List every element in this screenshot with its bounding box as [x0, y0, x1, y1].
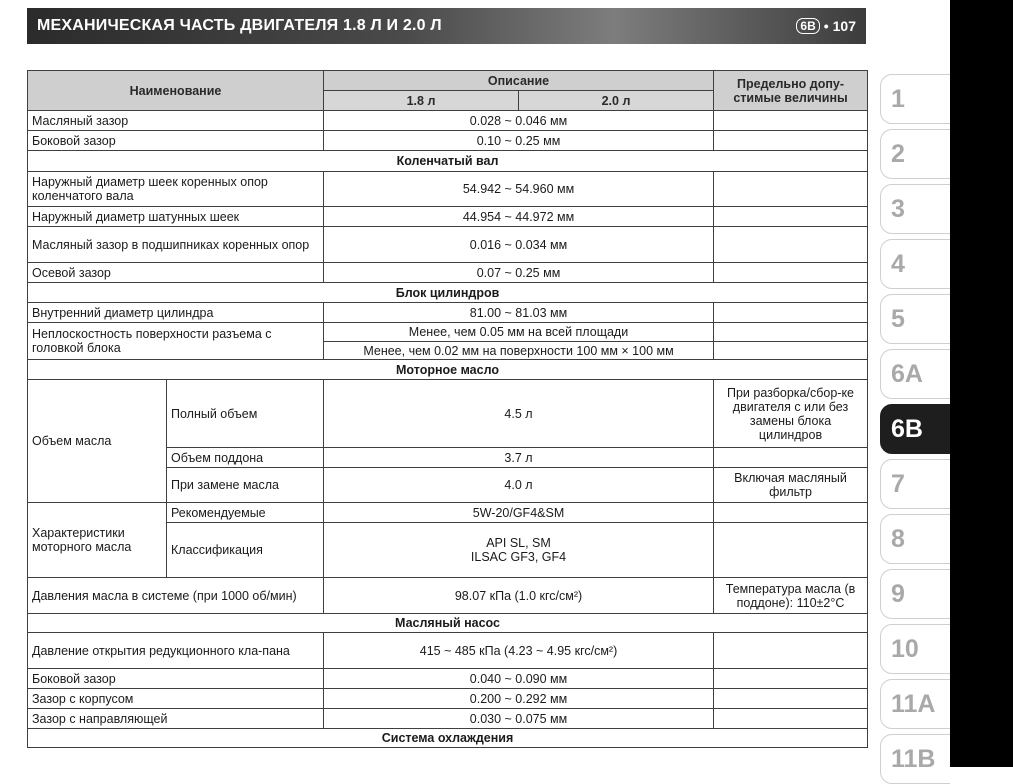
section-crankshaft: Коленчатый вал: [28, 151, 868, 172]
chapter-tab-active[interactable]: 6B: [880, 404, 950, 454]
chapter-tab[interactable]: 7: [880, 459, 950, 509]
header-name: Наименование: [28, 71, 324, 111]
table-row: Менее, чем 0.02 мм на поверхности 100 мм × 100 мм: [28, 342, 868, 360]
page-title: МЕХАНИЧЕСКАЯ ЧАСТЬ ДВИГАТЕЛЯ 1.8 Л И 2.0 Л: [37, 17, 442, 34]
page-header: [27, 8, 866, 44]
table-row: Боковой зазор 0.10 ~ 0.25 мм: [28, 131, 868, 151]
table-row: Характеристики моторного масла Рекомендуемые 5W-20/GF4&SM: [28, 503, 868, 523]
spec-table: [27, 70, 868, 748]
section-pump: Масляный насос: [28, 614, 868, 633]
section-block: Блок цилиндров: [28, 283, 868, 303]
table-row: Объем поддона 3.7 л: [28, 448, 868, 468]
table-row: Масляный зазор 0.028 ~ 0.046 мм: [28, 111, 868, 131]
page-number: 107: [832, 18, 856, 34]
table-row: Осевой зазор 0.07 ~ 0.25 мм: [28, 263, 868, 283]
header-limit: Предельно допу-стимые величины: [714, 71, 868, 111]
page-number-block: [796, 18, 856, 34]
table-row: Зазор с корпусом 0.200 ~ 0.292 мм: [28, 689, 868, 709]
table-row: Неплоскостность поверхности разъема с головкой блока Менее, чем 0.05 мм на всей площади: [28, 323, 868, 342]
page-edge-strip: [950, 0, 1013, 767]
table-row: Наружный диаметр шеек коренных опор коленчатого вала 54.942 ~ 54.960 мм: [28, 172, 868, 207]
section-badge: 6B: [796, 18, 819, 34]
chapter-tab[interactable]: 2: [880, 129, 950, 179]
table-row: Боковой зазор 0.040 ~ 0.090 мм: [28, 669, 868, 689]
table-row: Объем масла Полный объем 4.5 л При разборка/сбор-ке двигателя с или без замены блока цилиндров: [28, 380, 868, 448]
table-row: Наружный диаметр шатунных шеек 44.954 ~ 44.972 мм: [28, 207, 868, 227]
table-row: Давление открытия редукционного кла-пана 415 ~ 485 кПа (4.23 ~ 4.95 кгс/см²): [28, 633, 868, 669]
header-1-8l: 1.8 л: [324, 91, 519, 111]
table-row: Давления масла в системе (при 1000 об/мин) 98.07 кПа (1.0 кгс/см²) Температура масла (в поддоне): 110±2°С: [28, 578, 868, 614]
chapter-tab[interactable]: 9: [880, 569, 950, 619]
chapter-tab[interactable]: 11B: [880, 734, 950, 784]
separator-dot: •: [823, 18, 829, 34]
chapter-tab[interactable]: 1: [880, 74, 950, 124]
chapter-tab[interactable]: 10: [880, 624, 950, 674]
section-oil: Моторное масло: [28, 360, 868, 380]
chapter-tab[interactable]: 11A: [880, 679, 950, 729]
table-row: Зазор с направляющей 0.030 ~ 0.075 мм: [28, 709, 868, 729]
header-description: Описание: [324, 71, 714, 91]
chapter-tab[interactable]: 8: [880, 514, 950, 564]
chapter-tab[interactable]: 3: [880, 184, 950, 234]
section-cooling: Система охлаждения: [28, 729, 868, 748]
table-row: Внутренний диаметр цилиндра 81.00 ~ 81.03 мм: [28, 303, 868, 323]
chapter-tab[interactable]: 4: [880, 239, 950, 289]
table-row: При замене масла 4.0 л Включая масляный фильтр: [28, 468, 868, 503]
header-2-0l: 2.0 л: [519, 91, 714, 111]
table-row: Масляный зазор в подшипниках коренных опор 0.016 ~ 0.034 мм: [28, 227, 868, 263]
chapter-tab[interactable]: 5: [880, 294, 950, 344]
table-row: Классификация API SL, SM ILSAC GF3, GF4: [28, 523, 868, 578]
chapter-tab[interactable]: 6A: [880, 349, 950, 399]
